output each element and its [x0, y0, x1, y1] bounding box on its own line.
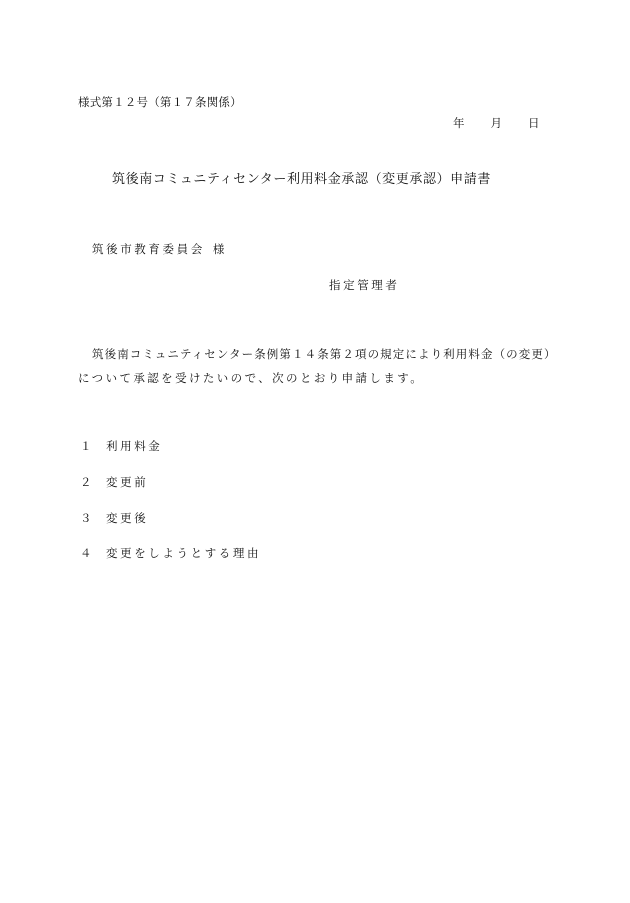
document-title: 筑後南コミュニティセンター利用料金承認（変更承認）申請書: [112, 172, 491, 187]
form-number: 様式第１２号（第１７条関係）: [78, 95, 242, 109]
list-item-label: 変更前: [106, 475, 149, 489]
date-year-label: 年: [453, 116, 465, 130]
list-item-label: 変更をしようとする理由: [106, 546, 262, 560]
list-item: [80, 513, 148, 525]
date-line: [453, 118, 540, 130]
list-item-number: ４: [80, 546, 92, 560]
list-item: [80, 548, 261, 560]
list-item-number: ２: [80, 475, 92, 489]
list-item-label: 変更後: [106, 511, 149, 525]
addressee-honorific: 様: [212, 242, 227, 256]
body-text-line-2: について承認を受けたいので、次のとおり申請します。: [78, 371, 425, 385]
addressee-name: 筑後市教育委員会: [92, 242, 205, 256]
list-item: [80, 477, 148, 489]
list-item-label: 利用料金: [106, 439, 163, 453]
list-item-number: ３: [80, 511, 92, 525]
applicant-label: 指定管理者: [329, 278, 400, 292]
addressee: [92, 244, 227, 256]
list-item-number: １: [80, 439, 92, 453]
body-text-line-1: 筑後南コミュニティセンター条例第１４条第２項の規定により利用料金（の変更）: [92, 347, 557, 361]
date-day-label: 日: [528, 116, 540, 130]
date-month-label: 月: [490, 116, 502, 130]
list-item: [80, 441, 162, 453]
